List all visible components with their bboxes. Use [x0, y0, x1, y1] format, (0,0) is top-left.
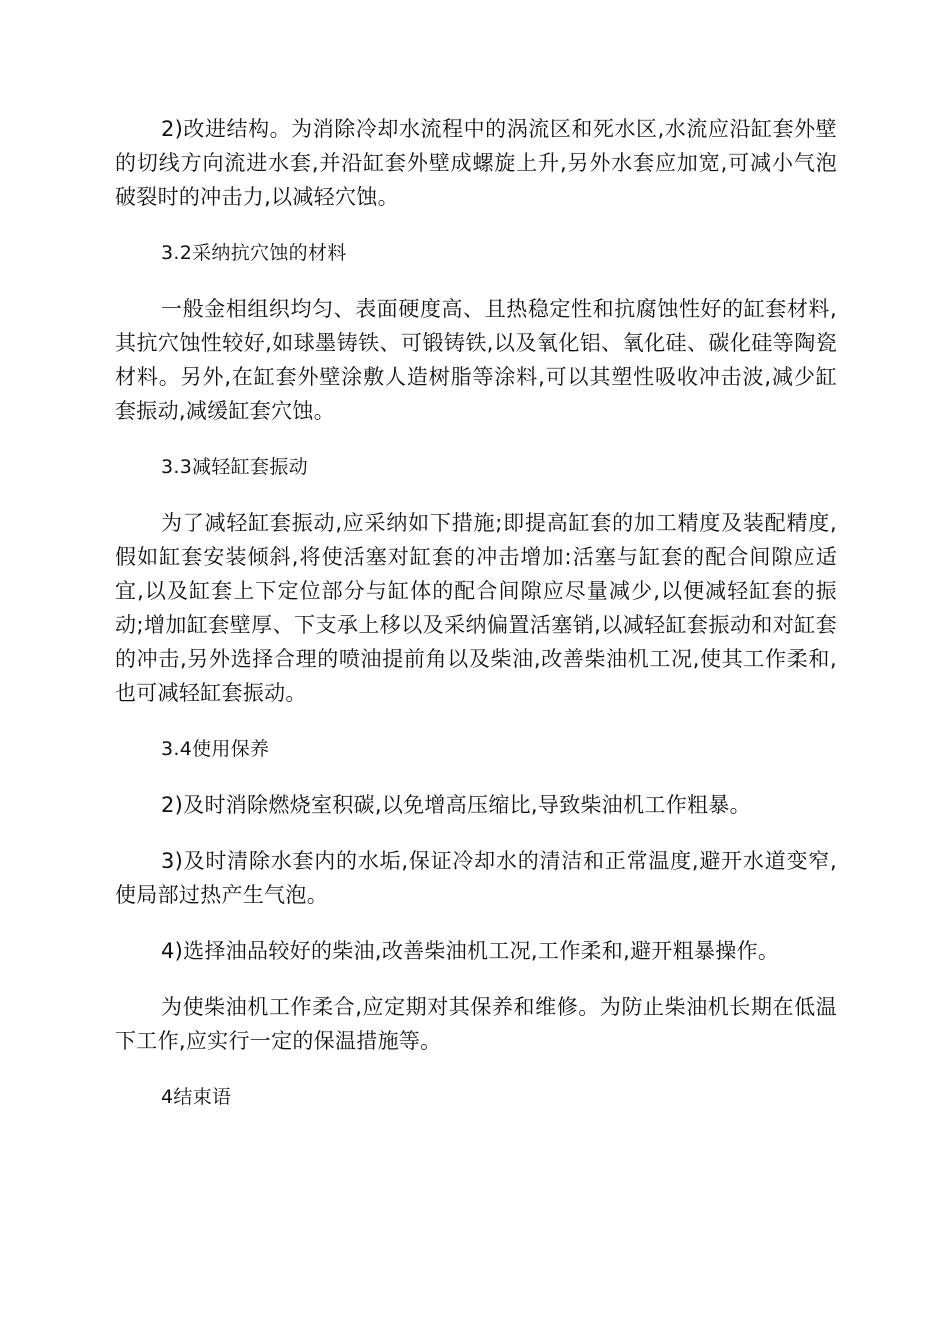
paragraph-structure-improvement: 2)改进结构。为消除冷却水流程中的涡流区和死水区,水流应沿缸套外壁的切线方向流进水套,并沿缸套外壁成螺旋上升,另外水套应加宽,可减小气泡破裂时的冲击力,以减轻穴蚀。	[115, 117, 837, 209]
paragraph-diesel-choice: 4)选择油品较好的柴油,改善柴油机工况,工作柔和,避开粗暴操作。	[161, 939, 780, 963]
paragraph-vibration: 为了减轻缸套振动,应采纳如下措施;即提高缸套的加工精度及装配精度,假如缸套安装倾斜,将使活塞对缸套的冲击增加:活塞与缸套的配合间隙应适宜,以及缸套上下定位部分与缸体的配合间隙应尽量减少,以便减轻缸套的振动;增加缸套壁厚、下支承上移以及采纳偏置活塞销,以减轻缸套振动和对缸套的冲击,另外选择合理的喷油提前角以及柴油,改善柴油机工况,使其工作柔和,也可减轻缸套振动。	[115, 511, 837, 705]
section-heading-3-4: 3.4使用保养	[161, 738, 270, 760]
section-heading-3-3: 3.3减轻缸套振动	[161, 456, 308, 478]
paragraph-scale-removal: 3)及时清除水套内的水垢,保证冷却水的清洁和正常温度,避开水道变窄,使局部过热产生气泡。	[115, 849, 837, 907]
paragraph-maintenance: 为使柴油机工作柔合,应定期对其保养和维修。为防止柴油机长期在低温下工作,应实行一定的保温措施等。	[115, 995, 837, 1053]
section-heading-4: 4结束语	[161, 1086, 232, 1108]
section-heading-3-2: 3.2采纳抗穴蚀的材料	[161, 242, 347, 264]
paragraph-carbon-removal: 2)及时消除燃烧室积碳,以免增高压缩比,导致柴油机工作粗暴。	[161, 793, 751, 817]
document-page	[115, 112, 837, 1136]
paragraph-materials: 一般金相组织均匀、表面硬度高、且热稳定性和抗腐蚀性好的缸套材料,其抗穴蚀性较好,如球墨铸铁、可锻铸铁,以及氧化铝、氧化硅、碳化硅等陶瓷材料。另外,在缸套外壁涂敷人造树脂等涂料,可以其塑性吸收冲击波,减少缸套振动,减缓缸套穴蚀。	[115, 297, 837, 423]
